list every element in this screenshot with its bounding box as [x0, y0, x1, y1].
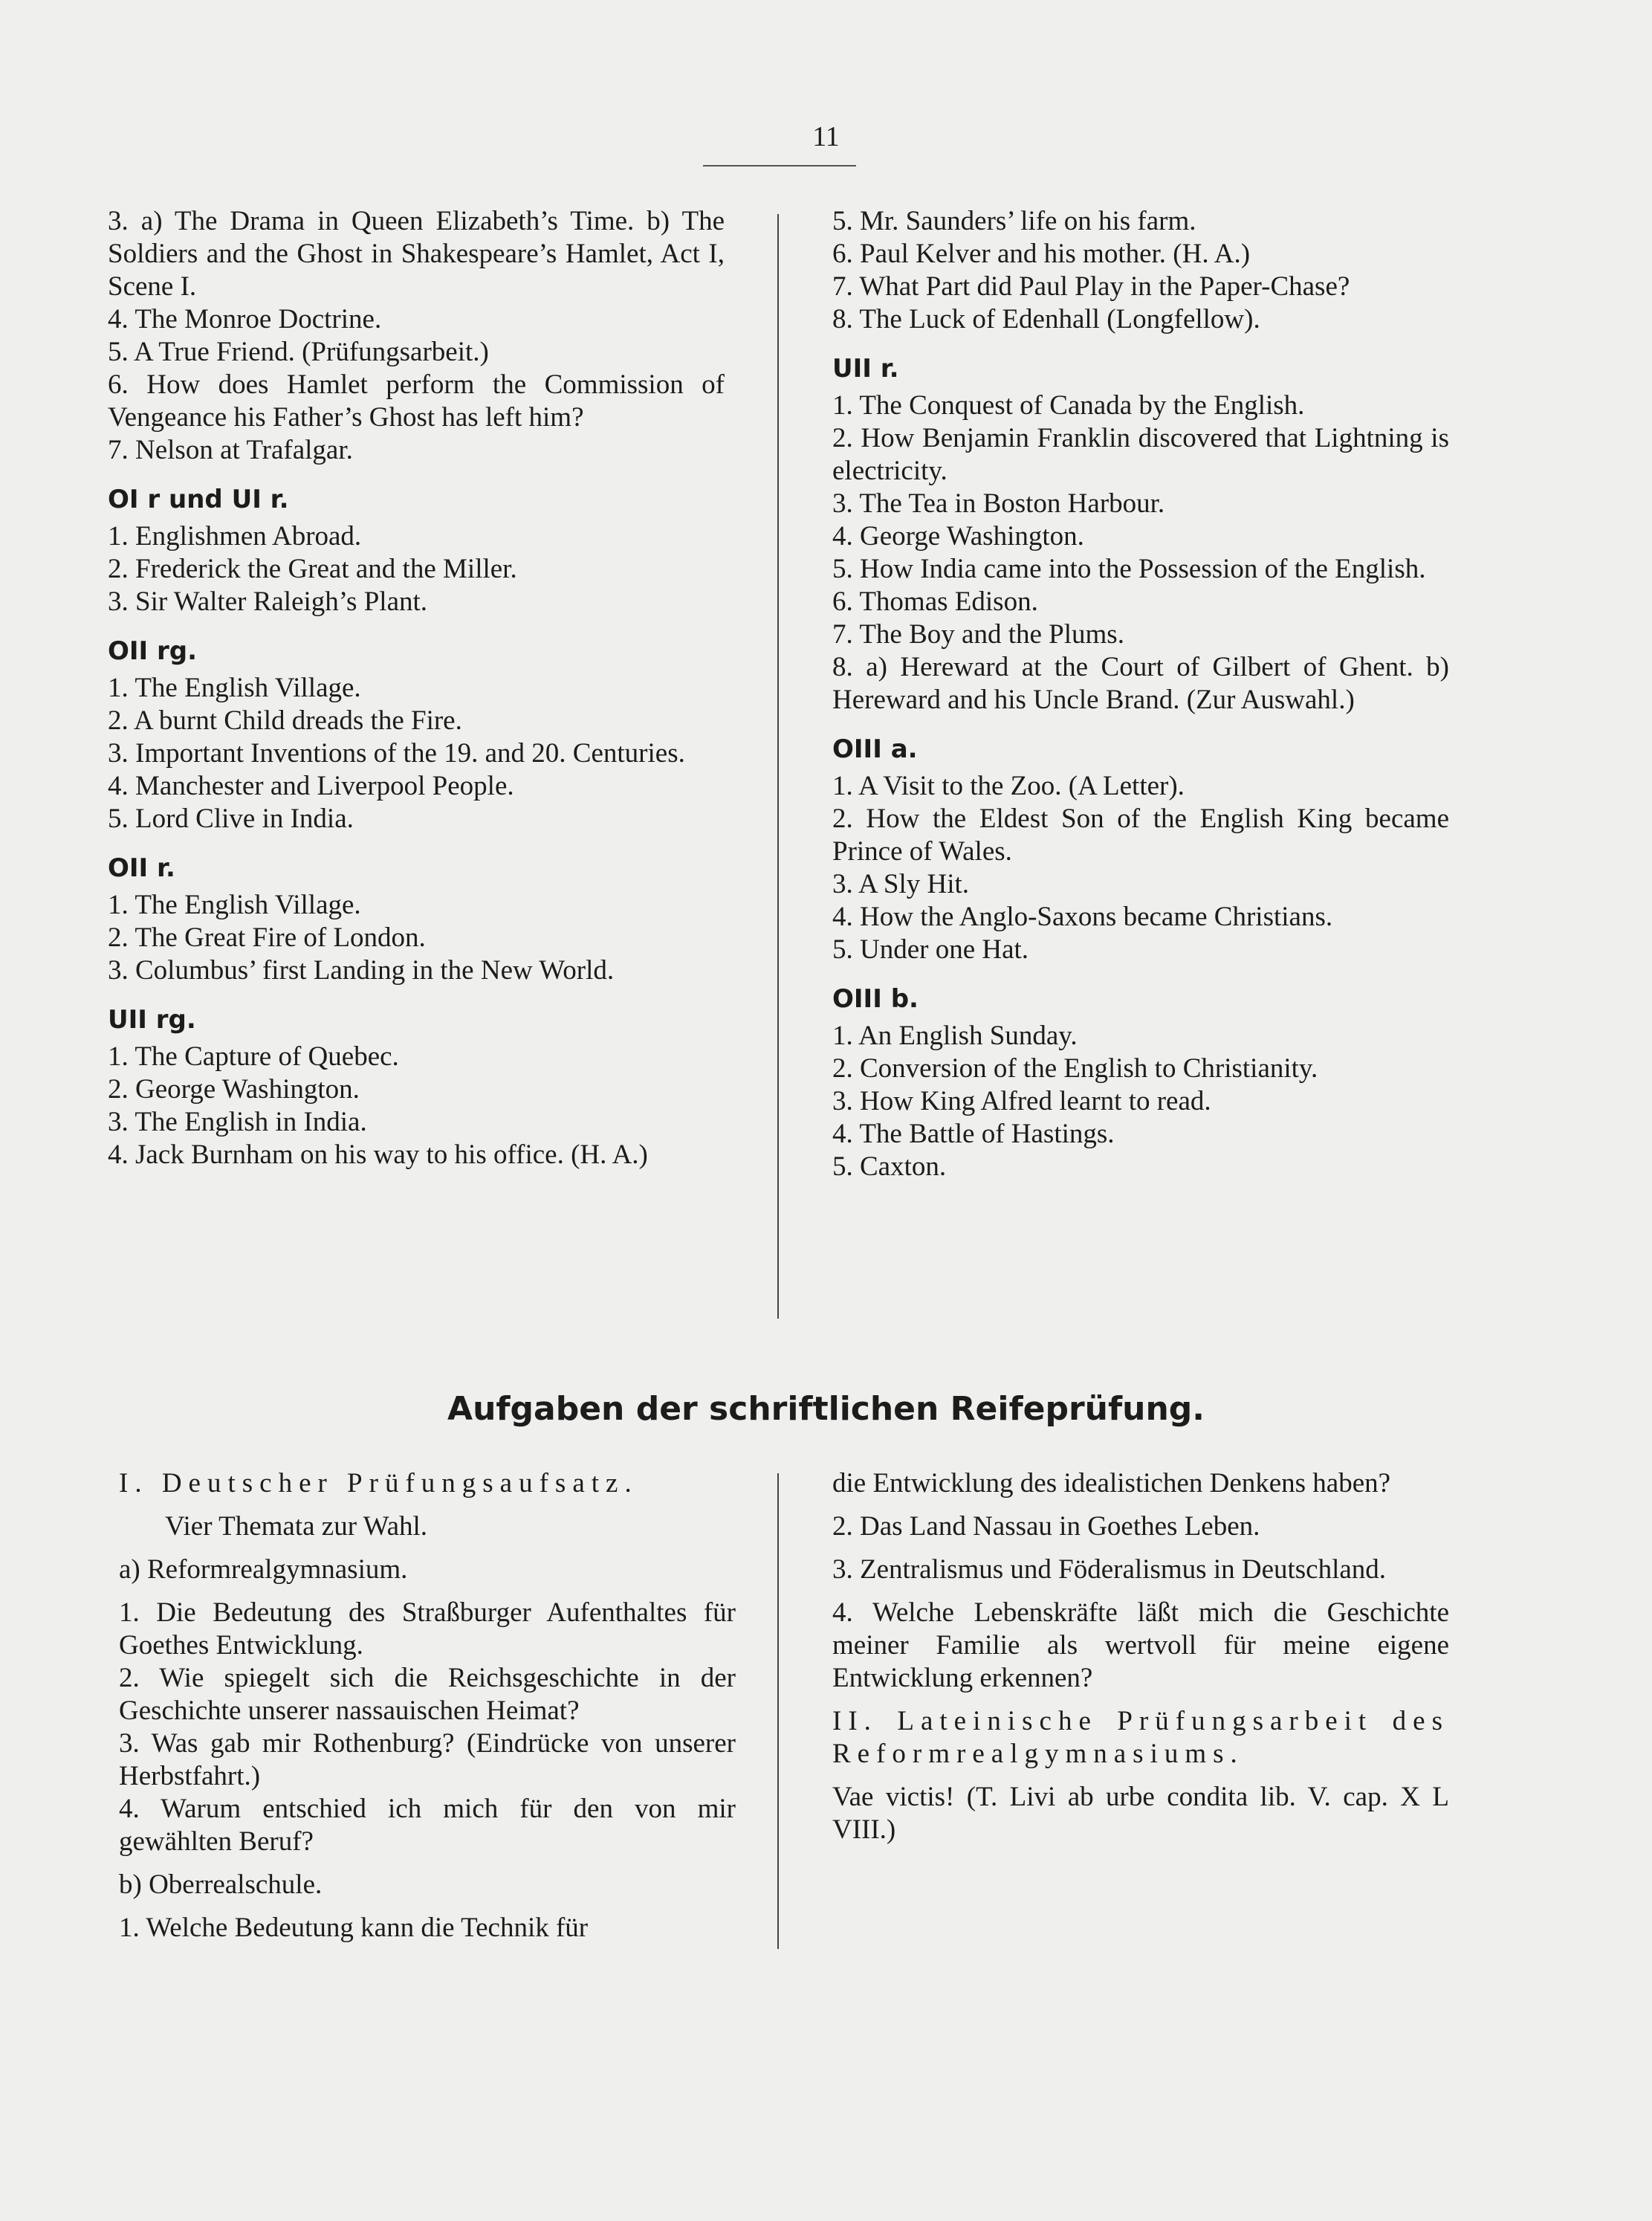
list-item: 1. Englishmen Abroad.: [108, 521, 362, 552]
list-item: 3. Sir Walter Raleigh’s Plant.: [108, 586, 428, 617]
list-item: 3. The Tea in Boston Harbour.: [832, 488, 1165, 519]
list-item: 7. The Boy and the Plums.: [832, 619, 1124, 650]
section1-left-column: [108, 205, 725, 1171]
list-item: 3. Was gab mir Rothenburg? (Eindrücke von unserer Herbstfahrt.): [119, 1728, 736, 1791]
list-item: 8. The Luck of Edenhall (Longfellow).: [832, 304, 1260, 334]
list-item: 3. A Sly Hit.: [832, 869, 970, 899]
list-item: die Entwicklung des idealistichen Denkens haben?: [832, 1468, 1391, 1499]
list-item: 5. How India came into the Possession of the English.: [832, 554, 1426, 584]
list-item: Vae victis! (T. Livi ab urbe condita lib. V. cap. X L VIII.): [832, 1782, 1449, 1845]
list-item: 5. Mr. Saunders’ life on his farm.: [832, 206, 1196, 236]
list-item: 2. How Benjamin Franklin discovered that Lightning is electricity.: [832, 423, 1449, 486]
list-item: 3. Important Inventions of the 19. and 20. Centuries.: [108, 738, 685, 769]
column-divider-top: [777, 214, 779, 1319]
section1-right-column: [832, 205, 1449, 1183]
list-item: II. Lateinische Prüfungsarbeit des Reformrealgymnasiums.: [832, 1706, 1449, 1769]
list-item: 2. How the Eldest Son of the English King became Prince of Wales.: [832, 804, 1449, 867]
list-item: 4. Manchester and Liverpool People.: [108, 771, 514, 801]
list-item: 5. Under one Hat.: [832, 934, 1029, 965]
page-number-rule: [703, 165, 856, 167]
list-item: 3. Zentralismus und Föderalismus in Deutschland.: [832, 1554, 1387, 1585]
list-item: 2. George Washington.: [108, 1074, 360, 1105]
list-item: 2. Das Land Nassau in Goethes Leben.: [832, 1511, 1260, 1542]
list-item: 4. The Battle of Hastings.: [832, 1119, 1115, 1149]
list-item: 2. Frederick the Great and the Miller.: [108, 554, 517, 584]
list-item: 3. Columbus’ first Landing in the New World.: [108, 955, 615, 986]
list-item: 6. How does Hamlet perform the Commission of Vengeance his Father’s Ghost has left him?: [108, 369, 725, 433]
list-item: 3. How King Alfred learnt to read.: [832, 1086, 1211, 1116]
list-item: 4. The Monroe Doctrine.: [108, 304, 382, 334]
list-item: 7. What Part did Paul Play in the Paper-Chase?: [832, 271, 1350, 302]
list-item: 1. A Visit to the Zoo. (A Letter).: [832, 771, 1185, 801]
class-heading: OII r.: [108, 853, 175, 883]
list-item: 8. a) Hereward at the Court of Gilbert of Ghent. b) Hereward and his Uncle Brand. (Zur Auswahl.): [832, 652, 1449, 715]
section-title: Aufgaben der schriftlichen Reifeprüfung.: [447, 1390, 1205, 1428]
list-item: 1. The Capture of Quebec.: [108, 1041, 399, 1072]
page-number: 11: [812, 121, 840, 152]
list-item: b) Oberrealschule.: [119, 1869, 323, 1900]
list-item: 5. Lord Clive in India.: [108, 804, 354, 834]
list-item: 1. An English Sunday.: [832, 1021, 1078, 1051]
list-item: 1. Die Bedeutung des Straßburger Aufenthaltes für Goethes Entwicklung.: [119, 1597, 736, 1661]
list-item: 2. A burnt Child dreads the Fire.: [108, 705, 462, 736]
list-item: 1. The English Village.: [108, 890, 361, 920]
list-item: 3. a) The Drama in Queen Elizabeth’s Time. b) The Soldiers and the Ghost in Shakespeare’s Hamlet, Act I, Scene I.: [108, 206, 725, 302]
section2-left-column: [119, 1467, 736, 1944]
class-heading: OIII a.: [832, 734, 918, 764]
list-item: 4. Welche Lebenskräfte läßt mich die Geschichte meiner Familie als wertvoll für meine eigene Entwicklung erkennen?: [832, 1597, 1449, 1693]
list-item: I. Deutscher Prüfungsaufsatz.: [119, 1468, 638, 1499]
list-item: 2. Conversion of the English to Christianity.: [832, 1053, 1318, 1084]
list-item: 1. The Conquest of Canada by the English.: [832, 390, 1305, 421]
list-item: 2. The Great Fire of London.: [108, 922, 426, 953]
list-item: 1. The English Village.: [108, 673, 361, 703]
list-item: 6. Thomas Edison.: [832, 586, 1038, 617]
list-item: Vier Themata zur Wahl.: [165, 1511, 428, 1542]
list-item: 3. The English in India.: [108, 1107, 367, 1137]
class-heading: UII rg.: [108, 1005, 196, 1035]
class-heading: UII r.: [832, 354, 899, 384]
list-item: 4. How the Anglo-Saxons became Christians.: [832, 902, 1333, 932]
section2-right-column: [832, 1467, 1449, 1846]
class-heading: OIII b.: [832, 984, 919, 1014]
list-item: 4. George Washington.: [832, 521, 1084, 552]
list-item: 2. Wie spiegelt sich die Reichsgeschichte in der Geschichte unserer nassauischen Heimat?: [119, 1663, 736, 1726]
class-heading: OI r und UI r.: [108, 485, 289, 514]
column-divider-bottom: [777, 1473, 779, 1949]
list-item: 4. Jack Burnham on his way to his office. (H. A.): [108, 1139, 648, 1170]
list-item: 7. Nelson at Trafalgar.: [108, 435, 353, 465]
list-item: 4. Warum entschied ich mich für den von mir gewählten Beruf?: [119, 1794, 736, 1857]
list-item: 1. Welche Bedeutung kann die Technik für: [119, 1913, 589, 1943]
list-item: 5. A True Friend. (Prüfungsarbeit.): [108, 337, 489, 367]
class-heading: OII rg.: [108, 636, 198, 666]
list-item: 6. Paul Kelver and his mother. (H. A.): [832, 239, 1251, 269]
list-item: 5. Caxton.: [832, 1151, 947, 1182]
list-item: a) Reformrealgymnasium.: [119, 1554, 408, 1585]
